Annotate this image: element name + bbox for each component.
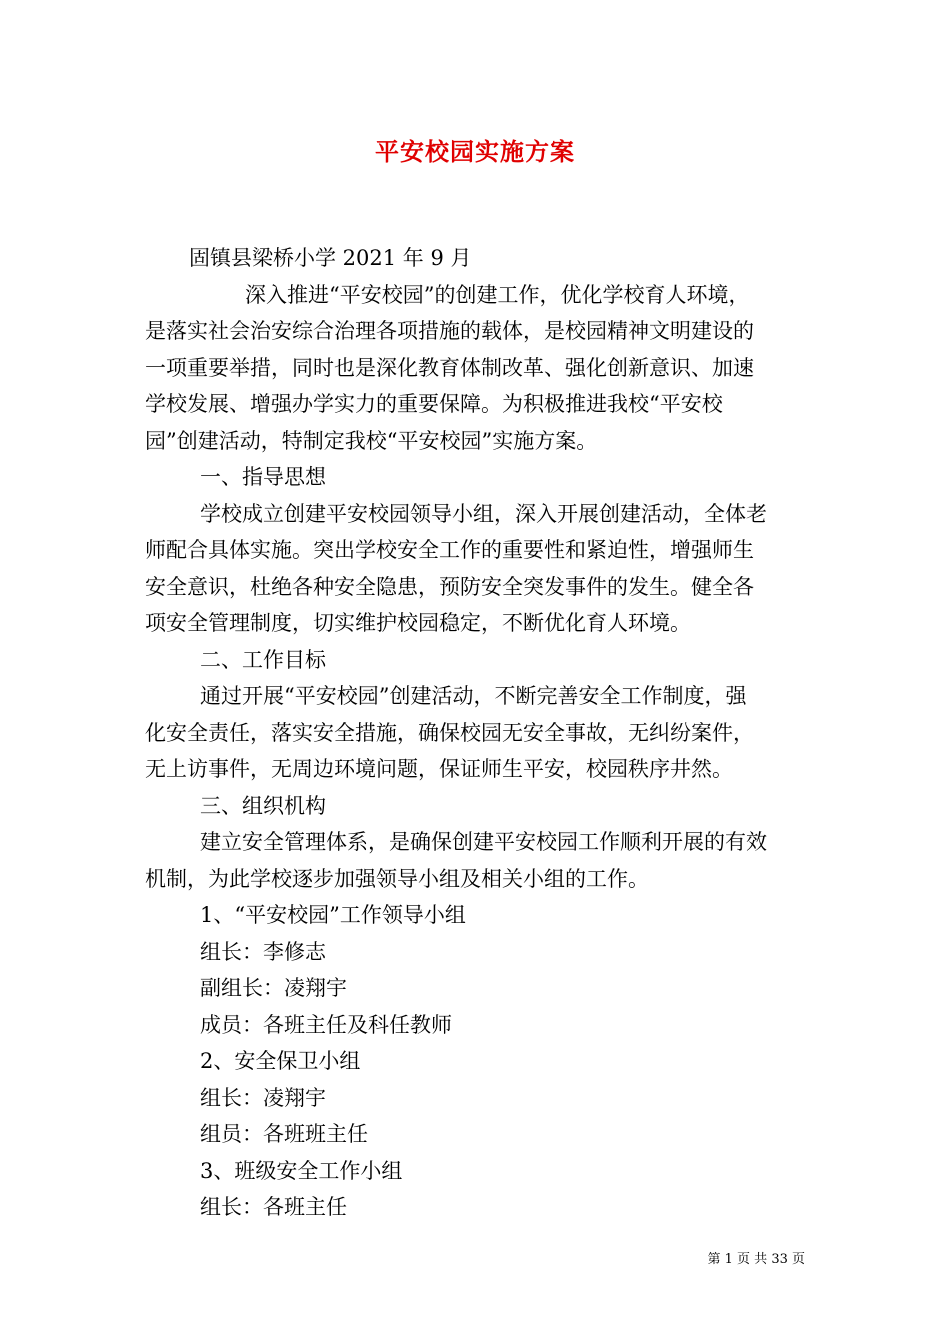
group-item: 组长：各班主任 — [200, 1195, 347, 1219]
group-item: 1、“平安校园”工作领导小组 — [200, 903, 466, 927]
intro-line: 深入推进“平安校园”的创建工作，优化学校育人环境， — [245, 282, 750, 307]
group-item: 组长：李修志 — [200, 939, 326, 964]
page-number-footer: 第 1 页 共 33 页 — [707, 1252, 805, 1267]
group-item: 组长：凌翔宇 — [200, 1085, 326, 1110]
section-line: 无上访事件，无周边环境问题，保证师生平安，校园秩序井然。 — [145, 757, 733, 781]
section-line: 化安全责任，落实安全措施，确保校园无安全事故，无纠纷案件， — [145, 720, 754, 745]
section-line: 项安全管理制度，切实维护校园稳定，不断优化育人环境。 — [145, 611, 691, 635]
section-heading: 二、工作目标 — [200, 647, 326, 672]
section-heading: 一、指导思想 — [200, 465, 326, 489]
section-line: 建立安全管理体系，是确保创建平安校园工作顺利开展的有效 — [200, 830, 767, 854]
group-item: 副组长：凌翔宇 — [200, 976, 347, 1000]
section-line: 安全意识，杜绝各种安全隐患，预防安全突发事件的发生。健全各 — [145, 574, 754, 599]
document-body — [145, 240, 805, 1226]
section-line: 师配合具体实施。突出学校安全工作的重要性和紧迫性，增强师生 — [145, 538, 754, 562]
document-title: 平安校园实施方案 — [375, 137, 575, 166]
section-line: 学校成立创建平安校园领导小组，深入开展创建活动，全体老 — [200, 501, 767, 526]
intro-line: 是落实社会治安综合治理各项措施的载体，是校园精神文明建设的 — [145, 319, 754, 343]
group-item: 2、安全保卫小组 — [200, 1049, 361, 1073]
intro-line: 园”创建活动，特制定我校“平安校园”实施方案。 — [145, 428, 598, 453]
section-line: 通过开展“平安校园”创建活动，不断完善安全工作制度，强 — [200, 684, 747, 708]
date-line: 固镇县梁桥小学 2021 年 9 月 — [189, 246, 472, 270]
intro-line: 一项重要举措，同时也是深化教育体制改革、强化创新意识、加速 — [145, 355, 754, 380]
group-item: 成员：各班主任及科任教师 — [200, 1012, 452, 1037]
section-line: 机制，为此学校逐步加强领导小组及相关小组的工作。 — [145, 866, 649, 891]
group-item: 组员：各班班主任 — [200, 1122, 368, 1146]
intro-line: 学校发展、增强办学实力的重要保障。为积极推进我校“平安校 — [145, 392, 723, 416]
group-item: 3、班级安全工作小组 — [200, 1158, 403, 1183]
section-heading: 三、组织机构 — [200, 793, 326, 818]
